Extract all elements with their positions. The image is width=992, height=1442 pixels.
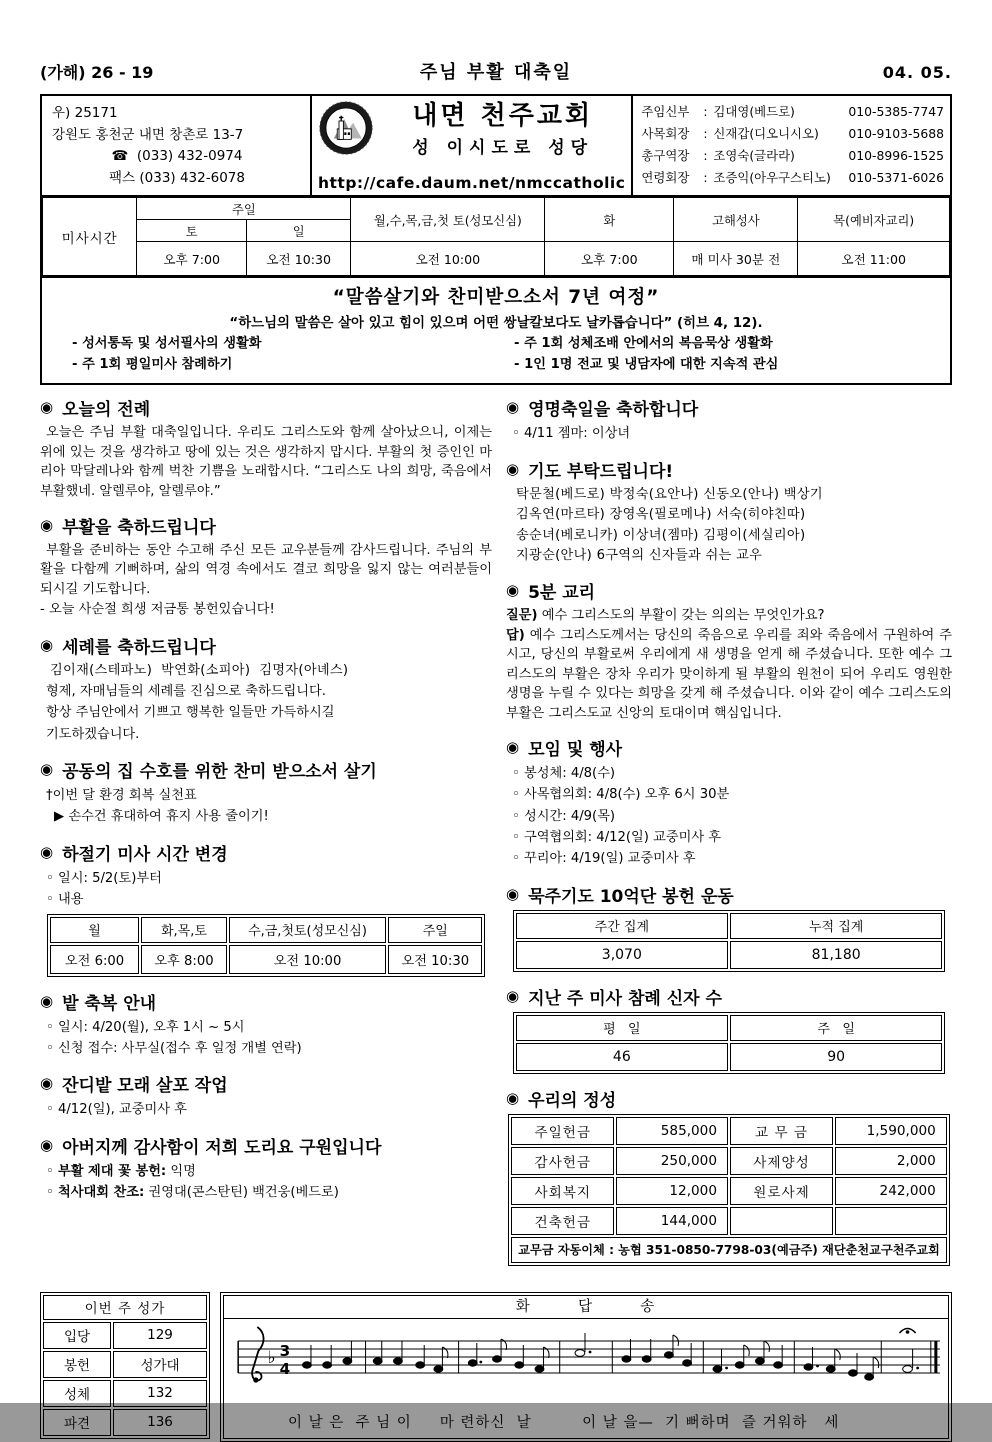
section-title: 지난 주 미사 참례 신자 수 [528,988,722,1009]
section-title: 모임 및 행사 [528,739,623,760]
fermata-icon [899,1328,915,1333]
slogan-item: - 성서통독 및 성서필사의 생활화 [72,336,262,352]
summer-col-head: 수,금,첫토(성모신심) [229,917,387,943]
mass-schedule-table [42,197,950,276]
mass-time: 오전 10:30 [247,242,351,276]
summer-time: 오전 6:00 [50,945,140,974]
church-emblem-icon [318,100,374,160]
summer-col-head: 주일 [388,917,482,943]
section-bullet-icon: ◉ [40,991,54,1010]
mass-col-group: 주일 [137,198,351,220]
flower-offering-label: 부활 제대 꽃 봉헌: [57,1163,167,1179]
section-easter-congrats [40,513,492,621]
section-rosary-campaign [506,882,952,972]
slogan-title: “말씀살기와 찬미받으소서 7년 여정” [332,287,660,309]
flower-offering-line: ◦ 부활 제대 꽃 봉헌: 익명 [46,1163,196,1179]
mass-time: 오전 11:00 [798,242,950,276]
time-signature-top: 3 [279,1341,291,1360]
meeting-item: ◦ 봉성체: 4/8(수) [512,765,616,781]
responsorial-psalm-box [220,1292,952,1442]
section-title: 5분 교리 [528,583,596,604]
page-title: 주님 부활 대축일 [419,62,573,83]
section-today-liturgy [40,395,492,501]
mass-col-head: 목(예비자교리) [798,198,950,242]
section-offerings [506,1086,952,1266]
section-bullet-icon: ◉ [40,1135,54,1154]
treble-clef-icon [252,1327,263,1383]
feast-day-line: ◦ 4/11 젬마: 이상녀 [512,426,631,442]
phone-icon: ☎ [111,148,129,165]
environment-practice-line: †이번 달 환경 회복 실천표 [46,788,197,804]
rosary-total-count: 81,180 [730,941,942,969]
yut-contest-line: ◦ 척사대회 찬조: 권영대(콘스탄틴) 백건웅(베드로) [46,1185,339,1201]
section-summer-mass-change [40,840,492,977]
summer-col-head: 화,목,토 [141,917,226,943]
street-address: 강원도 홍천군 내면 창촌로 13-7 [52,126,244,143]
mass-time: 오전 10:00 [351,242,545,276]
section-bullet-icon: ◉ [506,986,520,1005]
mass-row-label: 미사시간 [43,198,137,276]
summer-mass-table [47,914,485,977]
section-bullet-icon: ◉ [40,760,54,779]
contact-row: 사목회장 : 신재갑(디오니시오) 010-9103-5688 [641,126,944,142]
hymn-strip [40,1292,952,1442]
meeting-item: ◦ 구역협의회: 4/12(일) 교중미사 후 [512,830,722,846]
baptism-line: 기도하겠습니다. [46,726,140,742]
summer-time: 오전 10:30 [388,945,482,974]
slogan-item: - 1인 1명 전교 및 냉담자에 대한 지속적 관심 [514,356,779,372]
fax-number: 팩스 (033) 432-6078 [109,169,245,186]
contact-row: 총구역장 : 조영숙(글라라) 010-8996-1525 [641,148,944,164]
responsorial-psalm-title: 화 답 송 [224,1296,948,1319]
mass-col-head: 토 [137,220,247,242]
rosary-col-head: 주간 집계 [516,913,728,939]
offering-table [508,1114,950,1266]
baptism-line: 형제, 자매님들의 세례를 진심으로 축하드립니다. [46,683,326,699]
offering-footer-row [511,1237,947,1263]
section-title: 밭 축복 안내 [62,993,157,1014]
mass-time: 매 미사 30분 전 [674,242,798,276]
mass-col-head: 일 [247,220,351,242]
issue-number: (가해) 26 - 19 [40,63,154,82]
section-meetings-events [506,735,952,870]
section-title: 공동의 집 수호를 위한 찬미 받으소서 살기 [62,762,377,783]
section-bullet-icon: ◉ [40,1074,54,1093]
offering-row: 감사헌금 250,000 사제양성 2,000 [511,1147,947,1175]
summer-time: 오후 8:00 [141,945,226,974]
yut-contest-label: 척사대회 찬조: [57,1185,145,1201]
section-bullet-icon: ◉ [40,635,54,654]
section-bullet-icon: ◉ [40,515,54,534]
offering-row: 주일헌금 585,000 교 무 금 1,590,000 [511,1117,947,1145]
slogan-box [42,276,950,383]
section-title: 아버지께 감사함이 저희 도리요 구원입니다 [62,1137,382,1158]
weekly-hymns-table [40,1292,210,1439]
mass-time: 오후 7:00 [545,242,674,276]
mass-col-head: 고해성사 [674,198,798,242]
section-thanksgiving [40,1133,492,1204]
offering-row: 건축헌금 144,000 [511,1207,947,1235]
flat-sign: ♭ [267,1347,276,1368]
meeting-item: ◦ 성시간: 4/9(목) [512,808,616,824]
environment-practice-item: ▶ 손수건 휴대하여 휴지 사용 줄이기! [54,809,269,825]
lent-piggybank-note: - 오늘 사순절 희생 저금통 봉헌있습니다! [40,602,275,618]
mass-col-head: 화 [545,198,674,242]
attendance-sunday-count: 90 [730,1043,942,1071]
summer-col-head: 월 [50,917,140,943]
meeting-item: ◦ 꾸리아: 4/19(일) 교중미사 후 [512,851,696,867]
rosary-table [513,910,946,972]
section-title: 잔디밭 모래 살포 작업 [62,1076,228,1097]
section-title: 부활을 축하드립니다 [62,517,216,538]
music-staff [224,1319,948,1411]
attendance-col-head: 주 일 [730,1015,942,1041]
church-website-link[interactable]: http://cafe.daum.net/nmccatholic [317,174,626,193]
church-address [42,96,310,195]
contact-row: 연령회장 : 조증익(아우구스티노) 010-5371-6026 [641,170,944,186]
rosary-weekly-count: 3,070 [516,941,728,969]
lawn-date-line: ◦ 4/12(일), 교중미사 후 [46,1102,187,1118]
contact-row: 주임신부 : 김대영(베드로) 010-5385-7747 [641,104,944,119]
field-apply-line: ◦ 신청 접수: 사무실(접수 후 일정 개별 연락) [46,1040,302,1056]
section-title: 오늘의 전례 [62,400,151,421]
contact-list [633,96,950,195]
section-bullet-icon: ◉ [506,581,520,600]
prayer-names-line: 지광순(안나) 6구역의 신자들과 쉬는 교우 [516,548,763,564]
meeting-item: ◦ 사목협의회: 4/8(수) 오후 6시 30분 [512,787,730,803]
phone-number: (033) 432-0974 [136,148,243,165]
masthead [40,94,952,385]
offering-row: 사회복지 12,000 원로사제 242,000 [511,1177,947,1205]
section-title: 묵주기도 10억단 봉헌 운동 [528,886,734,907]
postal-code: 우) 25171 [52,105,118,121]
section-title: 하절기 미사 시간 변경 [62,844,228,865]
section-baptism-congrats [40,633,492,746]
mass-time: 오후 7:00 [137,242,247,276]
summer-content-label: ◦ 내용 [46,892,84,908]
prayer-names-line: 송순녀(베로니카) 이상녀(젬마) 김평이(세실리아) [516,527,806,543]
hymn-row: 성체 132 [43,1380,207,1407]
section-bullet-icon: ◉ [40,398,54,417]
section-body: 부활을 준비하는 동안 수고해 주신 모든 교우분들께 감사드립니다. 주님의 부활을 다함께 기뻐하며, 삶의 역경 속에서도 결코 희망을 잃지 않는 여러분들이 되시길 기도합니다. [40,542,492,597]
section-bullet-icon: ◉ [506,1088,520,1107]
church-name: 내면 천주교회 [412,100,594,131]
hymn-row: 봉헌 성가대 [43,1351,207,1378]
slogan-item: - 주 1회 성체조배 안에서의 복음묵상 생활화 [514,336,773,352]
section-bullet-icon: ◉ [506,398,520,417]
prayer-names-line: 김옥연(마르타) 장영옥(필로메나) 서숙(히야친따) [516,507,806,523]
hymn-row: 파견 136 [43,1409,207,1436]
section-bullet-icon: ◉ [506,459,520,478]
church-subtitle: 성 이시도로 성당 [412,138,594,159]
section-laudato-si [40,757,492,828]
left-column [40,395,492,1278]
baptism-line: 항상 주님안에서 기쁘고 행복한 일들만 가득하시길 [46,705,335,721]
section-title: 세례를 축하드립니다 [62,637,216,658]
catechism-answer: 답) 예수 그리스도께서는 당신의 죽음으로 우리를 죄와 죽음에서 구원하여 주시고, 당신의 부활로써 우리에게 새 생명을 얻게 해 주셨습니다. 또한 예수 그리스도의 부활은 장차 우리가 맞이하게 될 부활의 원천이 되어 우리도 영원한 생명을 누릴 수 있다는 희망을 갖게 해 주셨습니다. 이와 같이 예수 그리스도의 부활은 그리스도교 신앙의 토대이며 핵심입니다. [506,627,952,721]
field-date-line: ◦ 일시: 4/20(월), 오후 1시 ~ 5시 [46,1019,245,1035]
rosary-col-head: 누적 집계 [730,913,942,939]
summer-time: 오전 10:00 [229,945,387,974]
issue-date: 04. 05. [882,63,952,82]
time-signature-bottom: 4 [279,1359,291,1378]
attendance-weekday-count: 46 [516,1043,728,1071]
summer-date-line: ◦ 일시: 5/2(토)부터 [46,870,162,886]
section-title: 기도 부탁드립니다! [528,461,674,482]
flower-offering-value: 익명 [170,1163,196,1179]
psalm-lyrics: 이 날 은 주 님 이 마 련하신 날 이 날 을— 기 뻐하며 즐 거워하 세 [288,1414,840,1431]
catechism-question: 질문) 예수 그리스도의 부활이 갖는 의의는 무엇인가요? [506,608,825,624]
section-bullet-icon: ◉ [506,737,520,756]
slogan-verse: “하느님의 말씀은 살아 있고 힘이 있으며 어떤 쌍날칼보다도 날카롭습니다” (히브 4, 12). [229,316,763,332]
section-catechism [506,578,952,722]
section-bullet-icon: ◉ [40,842,54,861]
prayer-names-line: 탁문철(베드로) 박정숙(요안나) 신동오(안나) 백상기 [516,486,823,502]
baptism-names: 김이재(스테파노) 박연화(소피아) 김명자(아녜스) [50,662,349,678]
yut-contest-value: 권영대(콘스탄틴) 백건웅(베드로) [148,1185,339,1201]
right-column [506,395,952,1278]
section-mass-attendance [506,984,952,1074]
section-field-blessing [40,989,492,1060]
hymn-row: 입당 129 [43,1322,207,1349]
section-prayer-request [506,457,952,567]
top-header-line [40,58,952,84]
section-lawn-sand-work [40,1071,492,1120]
section-body: 오늘은 주님 부활 대축일입니다. 우리도 그리스도와 함께 살아났으니, 이제는 위에 있는 것을 생각하고 땅에 있는 것은 생각하지 맙시다. 부활의 첫 증인인 마리아 막달레나와 함께 벅찬 기쁨을 노래합시다. “그리스도 나의 희망, 죽음에서 부활했네. 알렐루야, 알렐루야.” [40,425,492,499]
slogan-item: - 주 1회 평일미사 참례하기 [72,356,233,372]
bank-transfer-info: 교무금 자동이체 : 농협 351-0850-7798-03(예금주) 재단춘천교구천주교회 [511,1237,947,1263]
church-identity [310,96,633,195]
attendance-table [513,1012,946,1074]
section-feast-day [506,395,952,444]
attendance-col-head: 평 일 [516,1015,728,1041]
hymns-header: 이번 주 성가 [43,1295,207,1320]
mass-col-head: 월,수,목,금,첫 토(성모신심) [351,198,545,242]
section-title: 우리의 정성 [528,1090,617,1111]
section-title: 영명축일을 축하합니다 [528,400,699,421]
section-bullet-icon: ◉ [506,884,520,903]
